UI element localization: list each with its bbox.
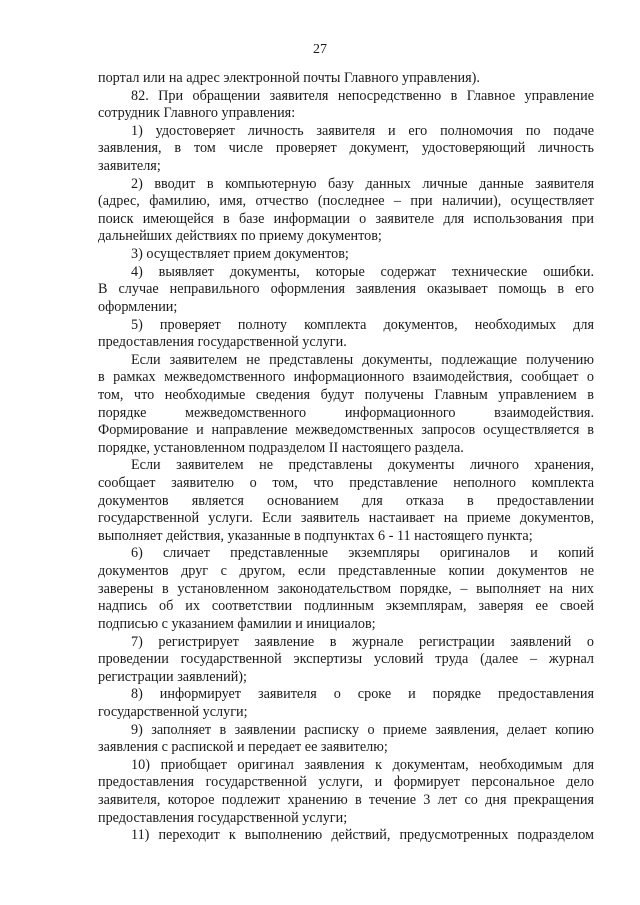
text-line: надпись об их соответствии подлинным экземплярам, заверяя ее своей: [98, 598, 594, 615]
text-line: 3) осуществляет прием документов;: [131, 246, 349, 263]
text-line: в рамках межведомственного информационного взаимодействия, сообщает о: [98, 369, 594, 386]
text-line: 5) проверяет полноту комплекта документов, необходимых для: [131, 316, 594, 333]
text-line: заявления, в том числе проверяет документ, удостоверяющий личность: [98, 140, 594, 157]
text-line: сотрудник Главного управления:: [98, 105, 296, 122]
text-line: В случае неправильного оформления заявления оказывает помощь в его: [98, 281, 594, 298]
text-line: государственной услуги;: [98, 703, 248, 720]
text-line: 1) удостоверяет личность заявителя и его полномочия по подаче: [131, 122, 594, 139]
text-line: подписью с указанием фамилии и инициалов;: [98, 615, 376, 632]
text-line: 8) информирует заявителя о сроке и порядке предоставления: [131, 686, 594, 703]
text-line: 2) вводит в компьютерную базу данных личные данные заявителя: [131, 175, 594, 192]
text-line: 11) переходит к выполнению действий, предусмотренных подразделом: [131, 827, 594, 844]
text-line: предоставления государственной услуги, и формирует персональное дело: [98, 774, 594, 791]
text-line: выполняет действия, указанные в подпунктах 6 - 11 настоящего пункта;: [98, 527, 533, 544]
text-line: предоставления государственной услуги.: [98, 334, 347, 351]
text-line: документов является основанием для отказа в предоставлении: [98, 492, 594, 509]
text-line: проведении государственной экспертизы условий труда (далее – журнал: [98, 651, 594, 668]
text-line: (адрес, фамилию, имя, отчество (последнее – при наличии), осуществляет: [98, 193, 594, 210]
text-line: порядке, установленном подразделом II настоящего раздела.: [98, 439, 464, 456]
text-line: 7) регистрирует заявление в журнале регистрации заявлений о: [131, 633, 594, 650]
text-line: поиск имеющейся в базе информации о заявителе для использования при: [98, 210, 594, 227]
text-line: государственной услуги. Если заявитель настаивает на приеме документов,: [98, 510, 594, 527]
text-line: портал или на адрес электронной почты Главного управления).: [98, 70, 480, 86]
text-line: документов друг с другом, если представленные копии документов не: [98, 563, 594, 580]
document-body: [98, 70, 594, 845]
text-line: заявителя, которое подлежит хранению в течение 3 лет со дня прекращения: [98, 791, 594, 808]
text-line: 6) сличает представленные экземпляры оригиналов и копий: [131, 545, 594, 562]
text-line: сообщает заявителю о том, что представление неполного комплекта: [98, 475, 594, 492]
text-line: заверены в установленном законодательством порядке, – выполняет на них: [98, 580, 594, 597]
text-line: оформлении;: [98, 298, 178, 315]
text-line: 82. При обращении заявителя непосредственно в Главное управление: [131, 87, 594, 104]
text-line: дальнейших действиях по приему документов;: [98, 228, 382, 245]
text-line: 4) выявляет документы, которые содержат технические ошибки.: [131, 263, 594, 280]
text-line: 10) приобщает оригинал заявления к документам, необходимым для: [131, 756, 594, 773]
text-line: Формирование и направление межведомственных запросов осуществляется в: [98, 422, 594, 439]
text-line: Если заявителем не представлены документы, подлежащие получению: [131, 351, 594, 368]
text-line: 9) заполняет в заявлении расписку о приеме заявления, делает копию: [131, 721, 594, 738]
text-line: Если заявителем не представлены документы личного хранения,: [131, 457, 594, 474]
text-line: заявителя;: [98, 158, 161, 175]
page-number: 27: [313, 42, 327, 57]
text-line: порядке межведомственного информационного взаимодействия.: [98, 404, 594, 421]
text-line: заявления с распиской и передает ее заявителю;: [98, 739, 388, 756]
text-line: регистрации заявлений);: [98, 668, 247, 685]
text-line: том, что необходимые сведения будут получены Главным управлением в: [98, 386, 594, 403]
text-line: предоставления государственной услуги;: [98, 809, 348, 826]
